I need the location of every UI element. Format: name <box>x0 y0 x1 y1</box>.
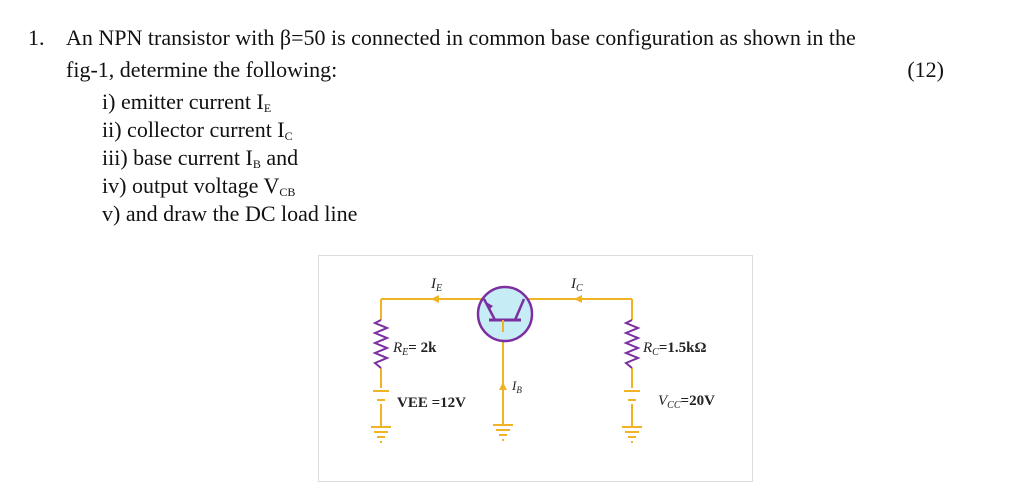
question-text-line2: fig-1, determine the following: <box>66 57 338 82</box>
sub-question-1 <box>102 88 357 116</box>
sub-question-3-text: iii) base current I <box>102 145 253 170</box>
vcc-label: $V_{CC}=20V$ <box>658 393 715 411</box>
ground-base-icon <box>493 425 513 440</box>
ie-label: $I_E$ <box>431 276 443 294</box>
ie-arrow-icon <box>431 295 439 303</box>
sub-question-3-tail: and <box>260 145 299 170</box>
question-text-line1: An NPN transistor with β=50 is connected in common base configuration as shown in the <box>66 25 856 50</box>
ground-left-icon <box>371 427 391 442</box>
question-marks: (12) <box>907 57 944 82</box>
sub-question-4-text: iv) output voltage V <box>102 173 280 198</box>
rc-label: $R_C=1.5k\Omega$ <box>643 340 707 358</box>
sub-question-4 <box>102 172 357 200</box>
ground-right-icon <box>622 427 642 442</box>
ib-arrow-icon <box>499 382 507 390</box>
re-resistor-icon <box>375 320 387 368</box>
sub-question-2 <box>102 116 357 144</box>
re-label: $R_E= 2k$ <box>393 340 437 358</box>
sub-question-5 <box>102 200 357 228</box>
sub-question-2-subscript: C <box>284 129 293 143</box>
circuit-diagram <box>319 256 752 481</box>
ground-symbols <box>371 425 642 442</box>
rc-resistor-icon <box>626 320 638 368</box>
sub-question-4-subscript: CB <box>279 185 296 199</box>
ic-arrow-icon <box>574 295 582 303</box>
sub-question-5-text: v) and draw the DC load line <box>102 201 358 226</box>
sub-question-3-subscript: B <box>252 157 261 171</box>
ic-label: $I_C$ <box>571 276 583 294</box>
ib-label: $I_B$ <box>512 378 522 395</box>
circuit-figure <box>318 255 753 482</box>
npn-transistor-icon <box>478 287 532 341</box>
sub-question-2-text: ii) collector current I <box>102 117 285 142</box>
vee-label: VEE =12V <box>397 395 466 411</box>
circuit-labels <box>392 276 715 411</box>
question-number: 1. <box>28 25 45 50</box>
sub-question-1-subscript: E <box>263 101 272 115</box>
sub-question-1-text: i) emitter current I <box>102 89 264 114</box>
sub-question-3 <box>102 144 357 172</box>
sub-question-list <box>102 88 357 228</box>
